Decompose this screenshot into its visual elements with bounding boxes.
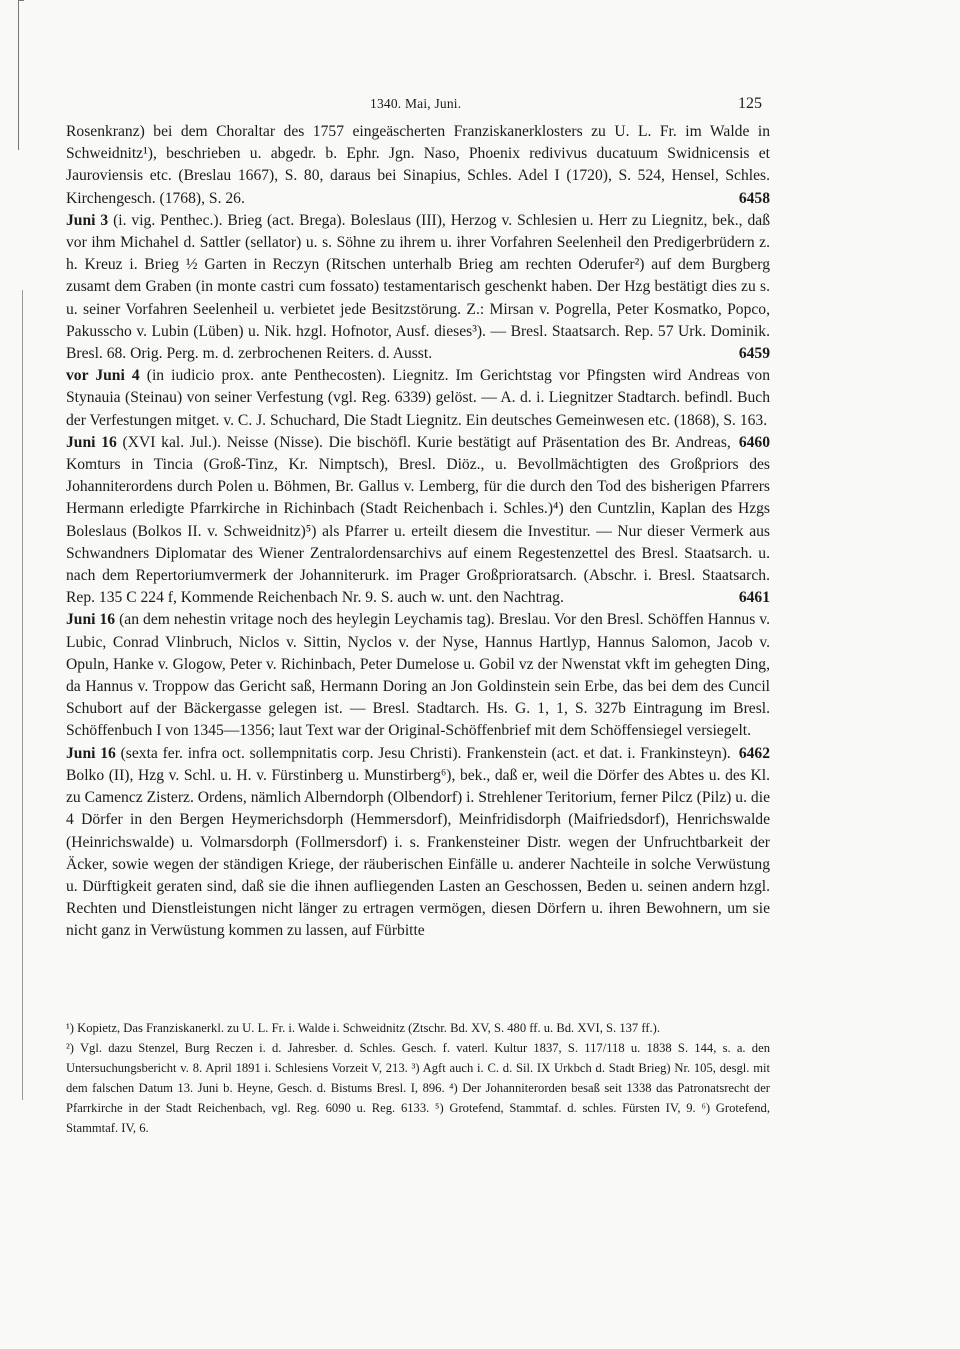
entry-number: 6461 xyxy=(738,589,770,607)
footnotes xyxy=(66,1018,770,1138)
entry-6462 xyxy=(66,609,770,762)
entry-number: 6458 xyxy=(738,189,770,207)
entry-text: (in iudicio prox. ante Penthecosten). Liegnitz. Im Gerichtstag vor Pfingsten wird Andreas von Stynauia (Steinau) von seiner Verfestung (vgl. Reg. 6339) gelöst. — A. d. i. Liegnitzer Stadtarch. befindl. Buch der Verfestungen mitget. v. C. J. Schuchard, Die Stadt Liegnitz. Ein deutsches Gemeinwesen etc. (1868), S. 163. xyxy=(66,367,770,429)
entry-date: Juni 3 xyxy=(66,211,109,229)
scan-gutter-line xyxy=(22,290,23,1100)
scan-border-corner xyxy=(18,0,24,1)
regesta-entries xyxy=(66,121,770,943)
footnote: ²) Vgl. dazu Stenzel, Burg Reczen i. d. Jahresber. d. Schles. Gesch. f. vaterl. Kultur 1837, S. 117/118 u. 1838 S. 144, s. a. den Untersuchungsbericht v. 8. April 1891 i. Schlesiens Vorzeit V, 213. ³) Agft auch i. C. d. Sil. IX Urkbch d. Stadt Brieg) Nr. 105, desgl. mit dem falschen Datum 13. Juni b. Heyne, Gesch. d. Bistums Bresl. I, 896. ⁴) Der Johanniterorden besaß seit 1338 das Patronatsrecht der Pfarrkirche in der Stadt Reichenbach, vgl. Reg. 6090 u. Reg. 6133. ⁵) Grotefend, Stammtaf. d. schles. Fürsten IV, 9. ⁶) Grotefend, Stammtaf. IV, 6. xyxy=(66,1041,770,1135)
entry-date: vor Juni 4 xyxy=(66,367,140,385)
footnote: ¹) Kopietz, Das Franziskanerkl. zu U. L. Fr. i. Walde i. Schweidnitz (Ztschr. Bd. XV, S. 480 ff. u. Bd. XVI, S. 137 ff.). xyxy=(66,1021,661,1035)
entry-continued xyxy=(66,743,770,943)
entry-date: Juni 16 xyxy=(66,744,116,762)
running-head: 1340. Mai, Juni. xyxy=(370,96,462,111)
entry-text: Rosenkranz) bei dem Choraltar des 1757 eingeäscherten Franziskanerklosters zu U. L. Fr. im Walde in Schweidnitz¹), beschrieben u. abgedr. b. Ephr. Jgn. Naso, Phoenix redivivus ducatuum Swidnicensis et Jauroviensis etc. (Breslau 1667), S. 80, daraus bei Sinapius, Schles. Adel I (1720), S. 524, Hensel, Schles. Kirchengesch. (1768), S. 26. xyxy=(66,123,770,207)
entry-number: 6460 xyxy=(738,433,770,451)
entry-date: Juni 16 xyxy=(66,433,117,451)
entry-6459 xyxy=(66,210,770,365)
entry-number: 6459 xyxy=(738,345,770,363)
entry-text: (XVI kal. Jul.). Neisse (Nisse). Die bischöfl. Kurie bestätigt auf Präsentation des Br. Andreas, Komturs in Tincia (Groß-Tinz, Kr. Nimptsch), Bresl. Diöz., u. Bevollmächtigten des Großpriors des Johanniterordens durch Polen u. Böhmen, Br. Gallus v. Lemberg, für die durch den Tod des bisherigen Pfarrers Hermann erledigte Pfarrkirche in Richinbach (Stadt Reichenbach i. Schles.)⁴) den Cuntzlin, Kaplan des Hzgs Boleslaus (Bolkos II. v. Schweidnitz)⁵) als Pfarrer u. erteilt diesem die Investitur. — Nur dieser Vermerk aus Schwandners Diplomatar des Wiener Zentralordensarchivs auf einem Regestenzettel des Bresl. Staatsarch. u. nach dem Repertoriumvermerk der Johanniterurk. im Prager Großprioratsarch. (Abschr. i. Bresl. Staatsarch. Rep. 135 C 224 f, Kommende Reichenbach Nr. 9. S. auch w. unt. den Nachtrag. xyxy=(66,433,770,607)
entry-number: 6462 xyxy=(738,744,770,762)
scan-border-line xyxy=(18,0,19,150)
entry-text: (i. vig. Penthec.). Brieg (act. Brega). Boleslaus (III), Herzog v. Schlesien u. Herr zu Liegnitz, bek., daß vor ihm Michahel d. Sattler (sellator) u. s. Söhne zu ihrem u. ihrer Vorfahren Seelenheil den Predigerbrüdern z. h. Kreuz i. Brieg ½ Garten in Reczyn (Ritschen unterhalb Brieg am rechten Oderufer²) auf dem Burgberg zusamt dem Graben (in monte castri cum fossato) testamentarisch geschenkt haben. Der Hzg bestätigt dies zu s. u. seiner Vorfahren Seelenheil u. verbietet jede Besitzstörung. Z.: Mirsan v. Pogrella, Peter Kosmatko, Popco, Pakusscho v. Lubin (Lüben) u. Nik. hzgl. Hofnotor, Ausf. dieses³). — Bresl. Staatsarch. Rep. 57 Urk. Dominik. Bresl. 68. Orig. Perg. m. d. zerbrochenen Reiters. d. Ausst. xyxy=(66,211,770,363)
entry-6458 xyxy=(66,121,770,210)
entry-6461 xyxy=(66,432,770,610)
entry-text: (sexta fer. infra oct. sollempnitatis corp. Jesu Christi). Frankenstein (act. et dat. i. Frankinsteyn). Bolko (II), Hzg v. Schl. u. H. v. Fürstinberg u. Munstirberg⁶), bek., daß er, weil die Dörfer des Abtes u. des Kl. zu Camencz Zisterz. Ordens, nämlich Alberndorph (Olbendorf) i. Strehlener Teritorium, ferner Pilcz (Pilz) u. die 4 Dörfer in den Bergen Heymerichsdorph (Hemmersdorf), Meinfridisdorph (Maifriedsdorf), Henrichswalde (Heinrichswalde) u. Volmarsdorph (Follmersdorf) i. s. Frankensteiner Distr. wegen der Unfruchtbarkeit der Äcker, sowie wegen der ständigen Kriege, der räuberischen Einfälle u. anderer Nachteile in solche Verwüstung u. Dürftigkeit geraten sind, daß sie die ihnen aufliegenden Lasten an Geschossen, Beden u. seinen andern hzgl. Rechten und Dienstleistungen nicht länger zu ertragen vermögen, diesen Dörfern u. ihren Bewohnern, um sie nicht ganz in Verwüstung kommen zu lassen, auf Fürbitte xyxy=(66,744,770,940)
entry-text: (an dem nehestin vritage noch des heylegin Leychamis tag). Breslau. Vor den Bresl. Schöffen Hannus v. Lubic, Conrad Vlinbruch, Niclos v. Sittin, Nyclos v. der Nyse, Hannus Hartlyp, Hannus Salomon, Jacob v. Opuln, Hanke v. Glogow, Peter v. Richinbach, Peter Dumelose u. Gobil vz der Nwenstat vkft im gehegten Ding, da Hannus v. Troppow das Gericht saß, Hermann Doring an Jon Goldinstein sein Erbe, das bei dem des Cuncil Schubort auf der Bäckergasse gelegen ist. — Bresl. Stadtarch. Hs. G. 1, 1, S. 327b Eintragung im Bresl. Schöffenbuch I von 1345—1356; laut Text war der Original-Schöffenbrief mit dem Schöffensiegel versiegelt. xyxy=(66,611,770,740)
page-number: 125 xyxy=(738,95,762,112)
entry-date: Juni 16 xyxy=(66,611,116,629)
